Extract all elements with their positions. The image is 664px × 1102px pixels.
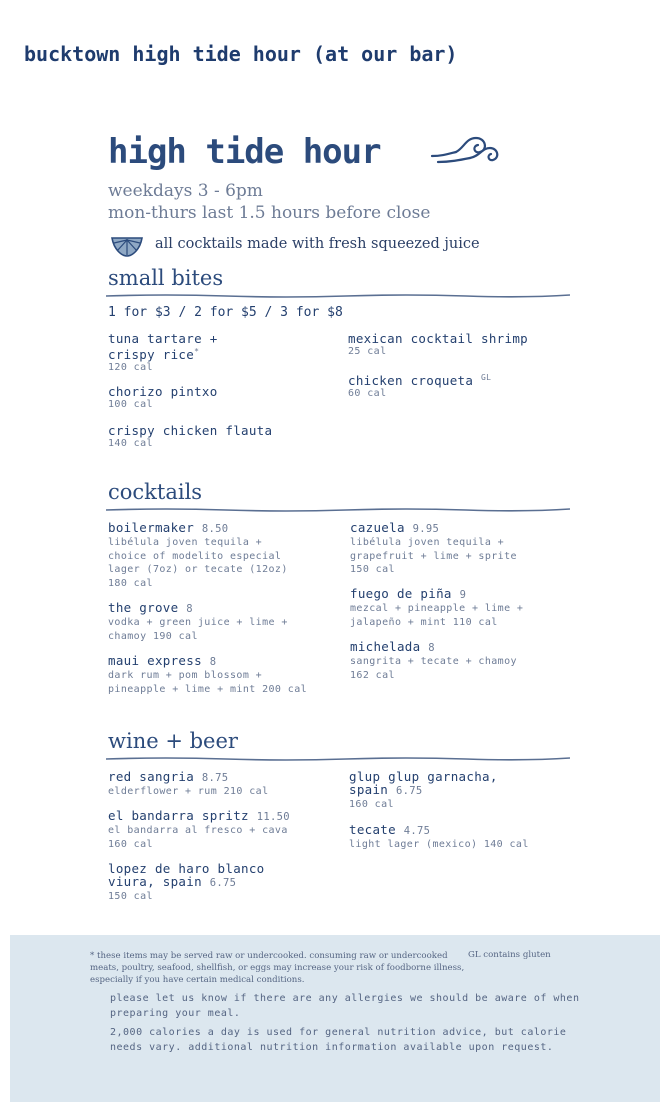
item-name-line: spain (349, 782, 389, 797)
item-calories: 160 cal (349, 799, 394, 810)
item-price: 9.95 (412, 523, 440, 535)
item-name: fuego de piña (350, 586, 452, 601)
item-name-row (350, 521, 590, 536)
item-price: 8 (209, 656, 217, 668)
item-name: chicken croqueta (348, 373, 474, 389)
item-desc: light lager (mexico) 140 cal (349, 839, 529, 850)
item-name-cont (108, 345, 348, 361)
gluten-marker: GL (481, 373, 492, 382)
item-name-line: crispy rice (108, 347, 195, 363)
item-name: tecate (349, 822, 396, 837)
item-price: 6.75 (395, 785, 423, 797)
item-name: lopez de haro blanco (108, 861, 265, 876)
hours-weekdays: weekdays 3 - 6pm (108, 181, 263, 201)
item-desc: elderflower + rum 210 cal (108, 786, 269, 797)
item-price: 8 (428, 642, 435, 654)
item-calories: 150 cal (108, 891, 153, 902)
item-name: tuna tartare + (108, 331, 218, 346)
item-name: red sangria (108, 769, 195, 784)
item-desc: grapefruit + lime + sprite (350, 550, 517, 562)
fresh-juice-note: all cocktails made with fresh squeezed juice (155, 236, 480, 252)
item-price: 4.75 (403, 825, 431, 837)
item-name: mexican cocktail shrimp (348, 331, 528, 346)
item-name: chorizo pintxo (108, 384, 218, 399)
wave-icon (430, 134, 504, 170)
item-desc: jalapeño + mint 110 cal (350, 616, 498, 628)
item-desc: choice of modelito especial (108, 550, 282, 562)
item-name-row (108, 809, 348, 824)
item-name-row (350, 640, 590, 655)
list-item (348, 371, 588, 401)
list-item (108, 862, 348, 904)
item-calories: 162 cal (350, 669, 395, 681)
list-item (350, 587, 590, 629)
item-price: 8 (186, 603, 193, 615)
bites-deal: 1 for $3 / 2 for $5 / 3 for $8 (108, 305, 343, 320)
item-name: glup glup garnacha, (349, 769, 498, 784)
item-desc: libélula joven tequila + (350, 537, 505, 548)
item-name: boilermaker (108, 520, 195, 535)
item-desc: dark rum + pom blossom + (108, 670, 263, 681)
page-title: bucktown high tide hour (at our bar) (24, 42, 458, 66)
item-name: crispy chicken flauta (108, 423, 273, 438)
item-name: maui express (108, 653, 202, 668)
list-item (349, 770, 589, 812)
list-item (108, 654, 348, 696)
raw-marker: * (194, 347, 200, 356)
list-item (108, 770, 348, 799)
list-item (108, 332, 348, 375)
item-calories: 140 cal (108, 438, 153, 449)
item-name-line: viura, spain (108, 874, 202, 889)
small-bites-heading: small bites (108, 266, 224, 290)
item-name-row (108, 875, 348, 890)
item-desc: chamoy 190 cal (108, 630, 198, 642)
item-calories: 120 cal (108, 362, 153, 374)
item-desc: libélula joven tequila + (108, 537, 263, 548)
allergy-note: please let us know if there are any allergies we should be aware of when preparing your meal. (110, 993, 580, 1019)
list-item (108, 385, 348, 412)
item-name: cazuela (350, 520, 405, 535)
list-item (108, 521, 348, 590)
list-item (350, 640, 590, 682)
item-calories: 25 cal (348, 346, 387, 357)
item-name-row (349, 823, 589, 838)
section-divider (106, 754, 570, 764)
item-name-row (349, 783, 589, 798)
item-name-row (348, 371, 588, 387)
item-calories: 100 cal (108, 399, 153, 410)
list-item (108, 809, 348, 851)
item-name-row (350, 587, 590, 602)
list-item (349, 823, 589, 852)
item-desc: mezcal + pineapple + lime + (350, 603, 524, 614)
item-calories: 180 cal (108, 577, 153, 589)
section-divider (106, 291, 570, 301)
section-divider (106, 505, 570, 515)
cocktails-heading: cocktails (108, 480, 203, 504)
item-desc: sangrita + tecate + chamoy (350, 656, 517, 667)
item-calories: 150 cal (350, 564, 395, 575)
item-name: the grove (108, 600, 179, 615)
wine-beer-heading: wine + beer (108, 729, 238, 753)
item-calories: 60 cal (348, 388, 387, 400)
item-name-row (108, 521, 348, 536)
list-item (350, 521, 590, 577)
citrus-slice-icon (110, 232, 144, 258)
item-name-row (108, 654, 348, 669)
calorie-note: 2,000 calories a day is used for general nutrition advice, but calorie needs vary. additional nutrition information available upon request. (110, 1027, 567, 1053)
item-price: 8.75 (201, 772, 229, 784)
item-name: michelada (350, 639, 421, 654)
item-desc: el bandarra al fresco + cava (108, 825, 288, 836)
item-desc: lager (7oz) or tecate (12oz) (108, 564, 288, 575)
menu-title: high tide hour (108, 132, 381, 172)
item-name-row (108, 601, 348, 616)
raw-food-disclaimer: * these items may be served raw or undercooked. consuming raw or undercooked meats, poultry, seafood, shellfish, or eggs may increase your risk of foodborne illness, especially if you have certain medical conditions. (90, 951, 465, 985)
item-desc: pineapple + lime + mint 200 cal (108, 683, 308, 695)
item-price: 9 (459, 589, 467, 601)
item-price: 8.50 (201, 523, 229, 535)
list-item (108, 601, 348, 643)
item-price: 11.50 (256, 811, 290, 823)
list-item (348, 332, 588, 359)
item-name-row (108, 770, 348, 785)
item-calories: 160 cal (108, 838, 153, 850)
item-name: el bandarra spritz (108, 808, 249, 823)
gluten-legend: GL contains gluten (468, 950, 551, 960)
list-item (108, 424, 348, 451)
hours-late: mon-thurs last 1.5 hours before close (108, 203, 431, 223)
item-price: 6.75 (209, 877, 237, 889)
item-desc: vodka + green juice + lime + (108, 617, 288, 628)
